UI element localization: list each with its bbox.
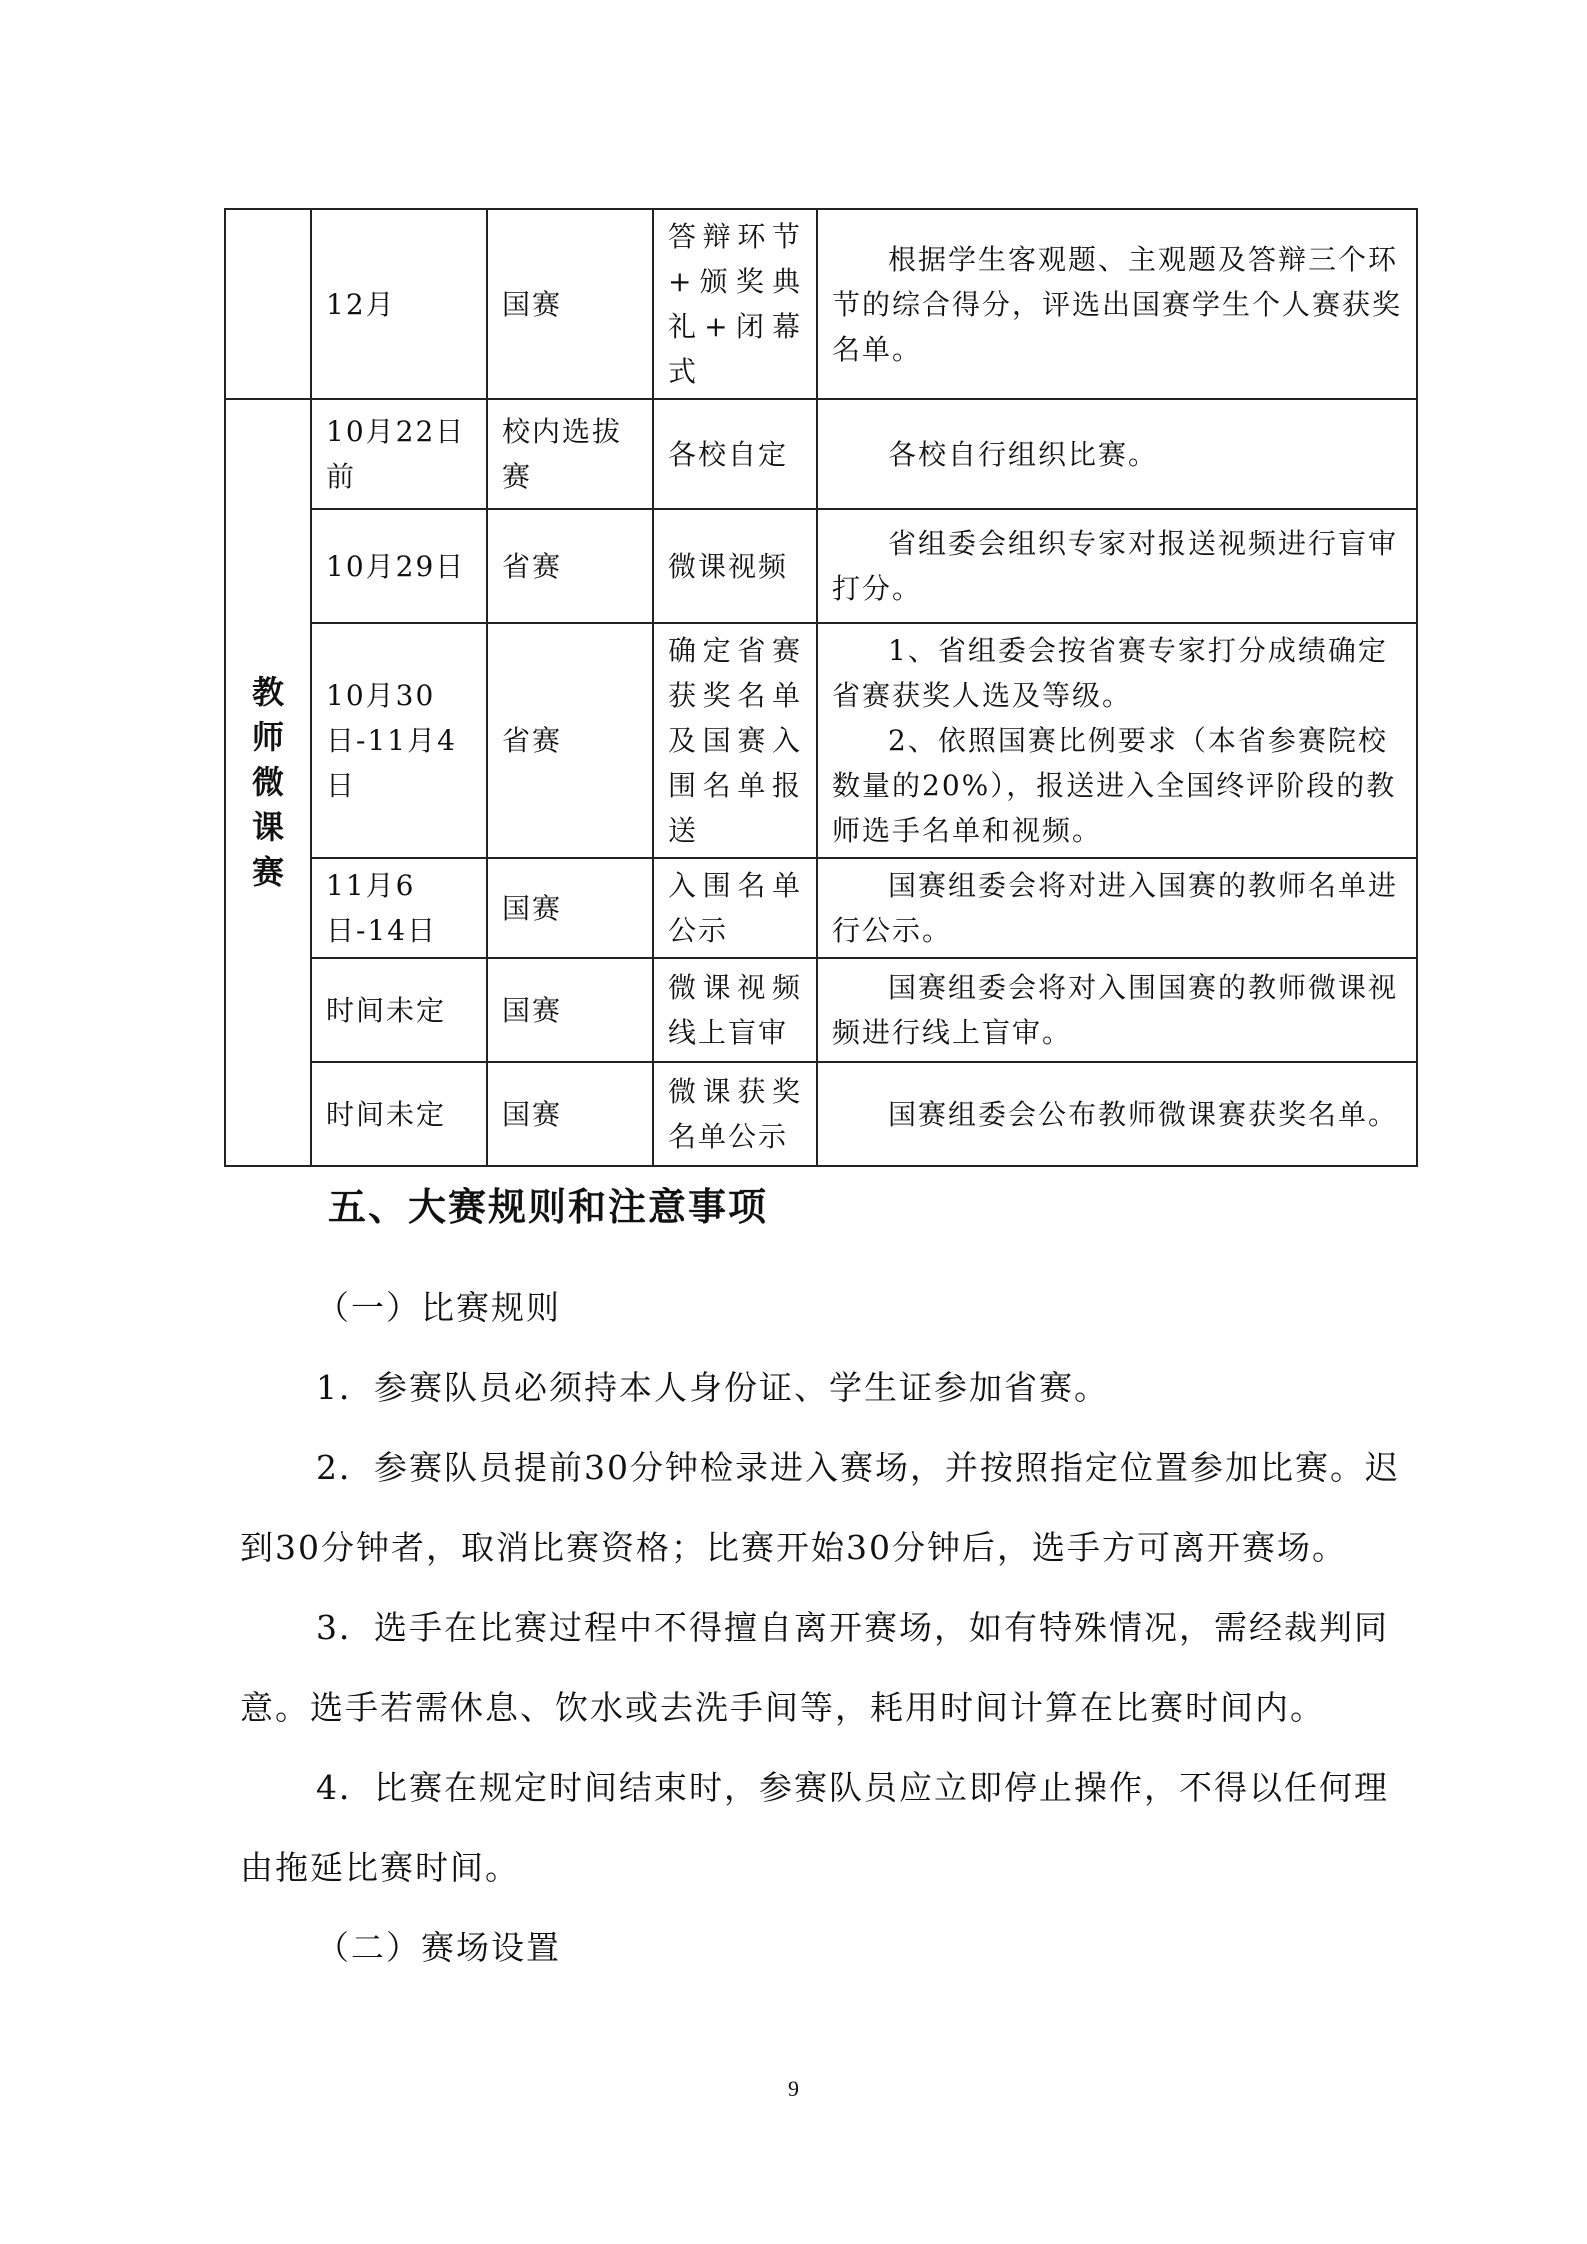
level-cell: 国赛 bbox=[487, 1062, 653, 1166]
table-row bbox=[225, 858, 1417, 958]
page-number: 9 bbox=[788, 2076, 799, 2101]
time-cell: 时间未定 bbox=[311, 1062, 487, 1166]
level-cell: 国赛 bbox=[487, 209, 653, 399]
level-cell: 国赛 bbox=[487, 958, 653, 1062]
table-row bbox=[225, 399, 1417, 509]
group-cell-empty bbox=[225, 209, 311, 399]
event-cell: 入围名单公示 bbox=[653, 858, 817, 958]
desc-cell: 省组委会组织专家对报送视频进行盲审打分。 bbox=[817, 509, 1417, 623]
time-cell: 10月22日前 bbox=[311, 399, 487, 509]
desc-cell: 国赛组委会公布教师微课赛获奖名单。 bbox=[817, 1062, 1417, 1166]
subsection-heading-venue: （二）赛场设置 bbox=[316, 1928, 561, 1967]
event-cell: 答辩环节+颁奖典礼+闭幕式 bbox=[653, 209, 817, 399]
event-cell: 微课视频线上盲审 bbox=[653, 958, 817, 1062]
desc-cell: 国赛组委会将对进入国赛的教师名单进行公示。 bbox=[817, 858, 1417, 958]
desc-cell: 1、省组委会按省赛专家打分成绩确定省赛获奖人选及等级。 2、依照国赛比例要求（本省参赛院校数量的20%），报送进入全国终评阶段的教师选手名单和视频。 bbox=[817, 623, 1417, 858]
section-title: 五、大赛规则和注意事项 bbox=[328, 1185, 769, 1229]
event-cell: 确定省赛获奖名单及国赛入围名单报送 bbox=[653, 623, 817, 858]
time-cell: 时间未定 bbox=[311, 958, 487, 1062]
subsection-heading-rules: （一）比赛规则 bbox=[316, 1288, 561, 1327]
event-cell: 微课视频 bbox=[653, 509, 817, 623]
rule-paragraph: 4．比赛在规定时间结束时，参赛队员应立即停止操作，不得以任何理由拖延比赛时间。 bbox=[240, 1768, 1389, 1887]
desc-cell: 各校自行组织比赛。 bbox=[817, 399, 1417, 509]
level-cell: 校内选拔赛 bbox=[487, 399, 653, 509]
table-row bbox=[225, 1062, 1417, 1166]
event-cell: 各校自定 bbox=[653, 399, 817, 509]
desc-cell: 根据学生客观题、主观题及答辩三个环节的综合得分，评选出国赛学生个人赛获奖名单。 bbox=[817, 209, 1417, 399]
rule-paragraph: 2．参赛队员提前30分钟检录进入赛场，并按照指定位置参加比赛。迟到30分钟者，取消比赛资格；比赛开始30分钟后，选手方可离开赛场。 bbox=[240, 1448, 1400, 1567]
schedule-table bbox=[224, 208, 1418, 1167]
level-cell: 国赛 bbox=[487, 858, 653, 958]
event-cell: 微课获奖名单公示 bbox=[653, 1062, 817, 1166]
rule-paragraph: 3．选手在比赛过程中不得擅自离开赛场，如有特殊情况，需经裁判同意。选手若需休息、饮水或去洗手间等，耗用时间计算在比赛时间内。 bbox=[240, 1608, 1389, 1727]
time-cell: 10月29日 bbox=[311, 509, 487, 623]
table-row bbox=[225, 509, 1417, 623]
level-cell: 省赛 bbox=[487, 623, 653, 858]
table-row bbox=[225, 958, 1417, 1062]
time-cell: 10月30日-11月4日 bbox=[311, 623, 487, 858]
group-cell-teacher: 教师微课赛 bbox=[225, 399, 311, 1166]
time-cell: 11月6日-14日 bbox=[311, 858, 487, 958]
desc-cell: 国赛组委会将对入围国赛的教师微课视频进行线上盲审。 bbox=[817, 958, 1417, 1062]
level-cell: 省赛 bbox=[487, 509, 653, 623]
table-row bbox=[225, 623, 1417, 858]
rule-paragraph: 1．参赛队员必须持本人身份证、学生证参加省赛。 bbox=[316, 1368, 1109, 1407]
time-cell: 12月 bbox=[311, 209, 487, 399]
table-row bbox=[225, 209, 1417, 399]
